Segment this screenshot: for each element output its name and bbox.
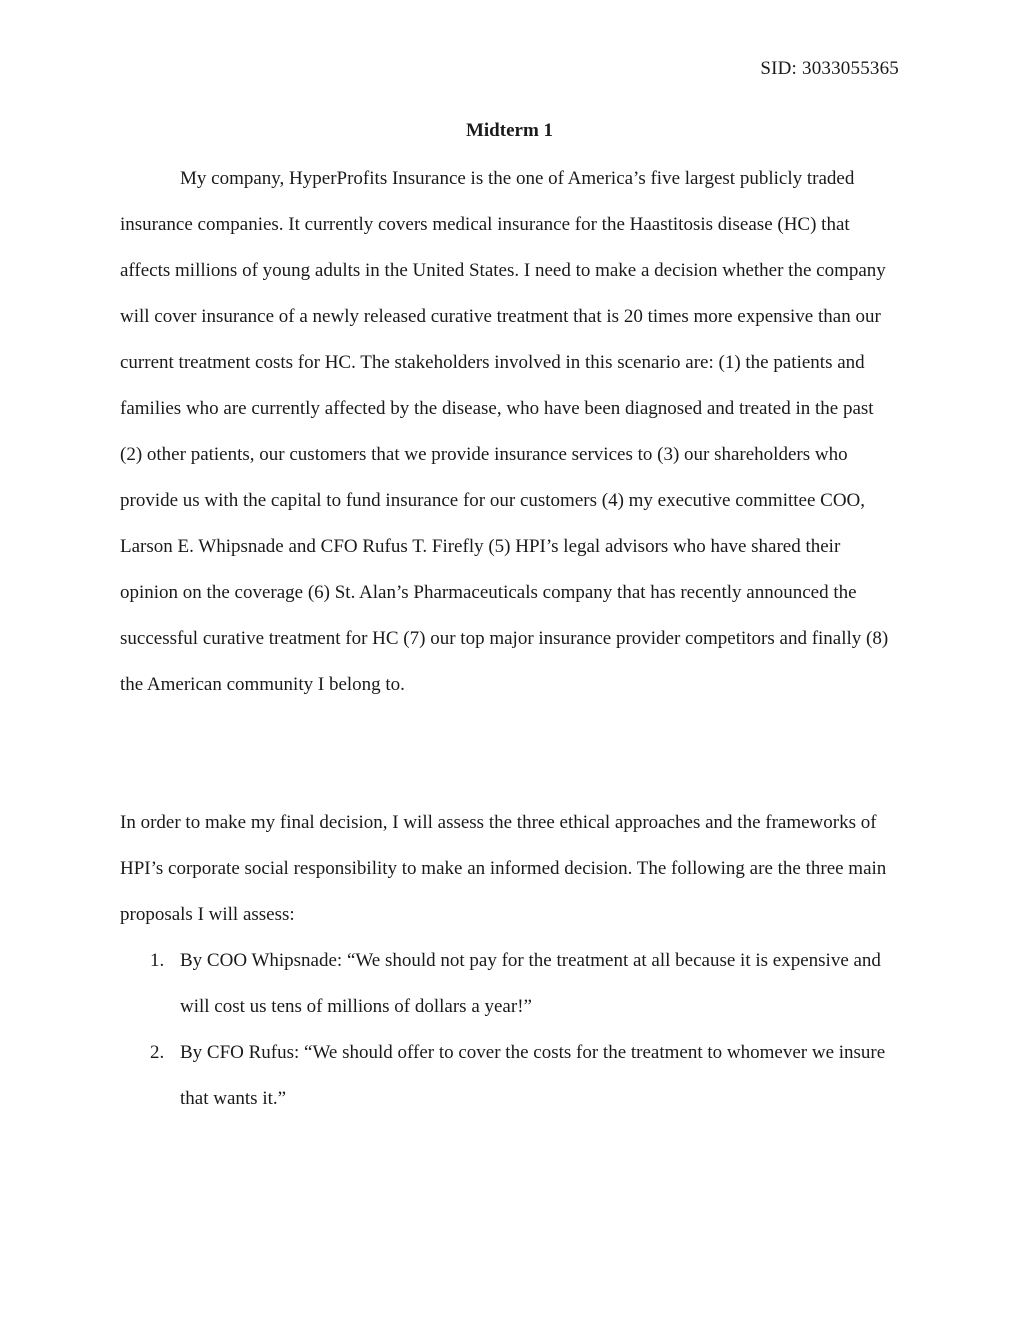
proposal-item: [120, 938, 900, 1030]
document-title: Midterm 1: [465, 120, 554, 141]
proposal-text: By COO Whipsnade: “We should not pay for the treatment at all because it is expensive and will cost us tens of millions of dollars a year!”: [180, 950, 881, 1017]
proposal-number: 2.: [150, 1042, 165, 1063]
student-id: SID: 3033055365: [760, 58, 899, 79]
proposals-list: [120, 938, 900, 1122]
proposal-text: By CFO Rufus: “We should offer to cover the costs for the treatment to whomever we insure that wants it.”: [180, 1042, 886, 1109]
intro-paragraph: My company, HyperProfits Insurance is the one of America’s five largest publicly traded insurance companies. It currently covers medical insurance for the Haastitosis disease (HC) that affects millions of young adults in the United States. I need to make a decision whether the company will cover insurance of a newly released curative treatment that is 20 times more expensive than our current treatment costs for HC. The stakeholders involved in this scenario are: (1) the patients and families who are currently affected by the disease, who have been diagnosed and treated in the past (2) other patients, our customers that we provide insurance services to (3) our shareholders who provide us with the capital to fund insurance for our customers (4) my executive committee COO, Larson E. Whipsnade and CFO Rufus T. Firefly (5) HPI’s legal advisors who have shared their opinion on the coverage (6) St. Alan’s Pharmaceuticals company that has recently announced the successful curative treatment for HC (7) our top major insurance provider competitors and finally (8) the American community I belong to.: [120, 168, 889, 695]
proposal-item: [120, 1030, 900, 1122]
proposal-number: 1.: [150, 950, 165, 971]
assessment-paragraph: In order to make my final decision, I will assess the three ethical approaches and the frameworks of HPI’s corporate social responsibility to make an informed decision. The following are the three main proposals I will assess:: [120, 812, 887, 925]
